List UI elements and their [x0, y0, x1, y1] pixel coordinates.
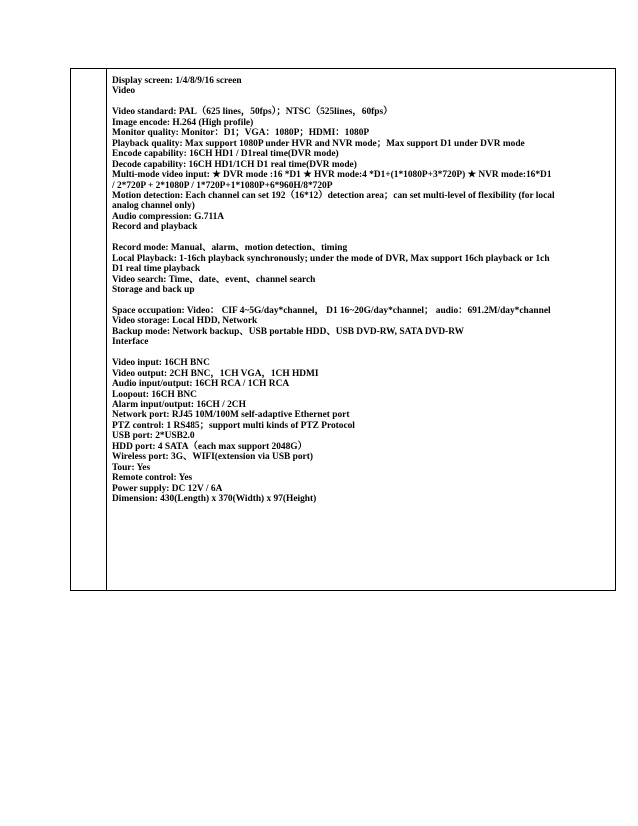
blank-line — [112, 295, 611, 305]
spec-line: Video input: 16CH BNC — [112, 358, 210, 369]
spec-line: Encode capability: 16CH HD1 / D1real time(DVR mode) — [112, 149, 339, 160]
spec-line: Display screen: 1/4/8/9/16 screen — [112, 76, 242, 86]
spec-table — [70, 68, 616, 591]
spec-line: Video storage: Local HDD, Network — [112, 316, 258, 327]
section-heading-interface: Interface — [112, 337, 149, 348]
spec-line: Audio compression: G.711A — [112, 211, 225, 222]
spec-line: Audio input/output: 16CH RCA / 1CH RCA — [112, 379, 290, 390]
spec-line: Record mode: Manual、alarm、motion detection、timing — [112, 243, 348, 254]
spec-line: D1 real time playback — [112, 264, 201, 275]
spec-line: analog channel only) — [112, 201, 195, 212]
spec-line: Motion detection: Each channel can set 192（16*12）detection area；can set multi-level of flexibility (for local — [112, 190, 555, 201]
spec-text — [112, 76, 611, 505]
spec-line: Video search: Time、date、event、channel search — [112, 274, 316, 285]
spec-line: Network port: RJ45 10M/100M self-adaptive Ethernet port — [112, 410, 350, 421]
spec-line: Monitor quality: Monitor：D1；VGA：1080P；HDMI：1080P — [112, 128, 370, 139]
blank-line — [112, 97, 611, 107]
spec-line: USB port: 2*USB2.0 — [112, 431, 195, 442]
spec-line: Wireless port: 3G、WIFI(extension via USB port) — [112, 452, 313, 463]
spec-line: PTZ control: 1 RS485；support multi kinds of PTZ Protocol — [112, 420, 355, 431]
spec-line: Loopout: 16CH BNC — [112, 389, 197, 400]
spec-line: Video standard: PAL（625 lines，50fps）；NTSC（525lines，60fps） — [112, 107, 393, 118]
spec-line: Video output: 2CH BNC，1CH VGA，1CH HDMI — [112, 368, 319, 379]
section-heading-video: Video — [112, 86, 136, 97]
spec-line: Power supply: DC 12V / 6A — [112, 483, 223, 494]
spec-line: Playback quality: Max support 1080P under HVR and NVR mode；Max support D1 under DVR mode — [112, 138, 525, 149]
spec-line: Dimension: 430(Length) x 370(Width) x 97(Height) — [112, 494, 317, 505]
spec-line: HDD port: 4 SATA（each max support 2048G） — [112, 441, 307, 452]
blank-line — [112, 348, 611, 358]
spec-line: Backup mode: Network backup、USB portable HDD、USB DVD-RW, SATA DVD-RW — [112, 326, 465, 337]
spec-line: Tour: Yes — [112, 462, 151, 473]
table-column-divider — [106, 69, 107, 590]
spec-line: Multi-mode video input: ★ DVR mode :16 *D1 ★ HVR mode:4 *D1+(1*1080P+3*720P) ★ NVR mode:16*D1 — [112, 170, 552, 181]
spec-line: Alarm input/output: 16CH / 2CH — [112, 399, 246, 410]
spec-line: Remote control: Yes — [112, 473, 193, 484]
spec-line: Decode capability: 16CH HD1/1CH D1 real time(DVR mode) — [112, 159, 357, 170]
spec-line: Space occupation: Video： CIF 4~5G/day*channel， D1 16~20G/day*channel； audio：691.2M/day*channel — [112, 305, 551, 316]
spec-line: Local Playback: 1-16ch playback synchronously; under the mode of DVR, Max support 16ch playback or 1ch — [112, 253, 550, 264]
section-heading-record: Record and playback — [112, 222, 198, 233]
section-heading-storage: Storage and back up — [112, 285, 195, 296]
spec-line: / 2*720P + 2*1080P / 1*720P+1*1080P+6*960H/8*720P — [112, 180, 333, 191]
spec-line: Image encode: H.264 (High profile) — [112, 117, 254, 128]
blank-line — [112, 233, 611, 243]
